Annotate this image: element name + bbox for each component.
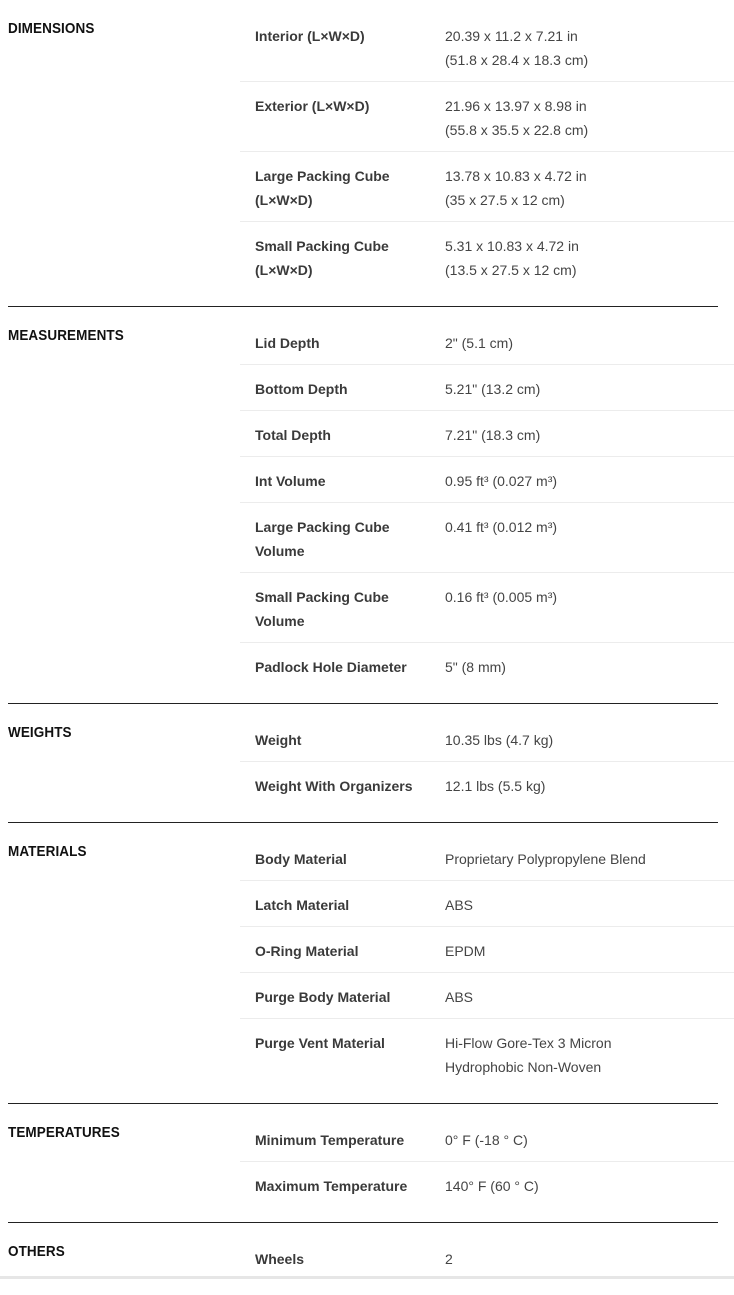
- spec-label-text: Large Packing Cube (L×W×D): [255, 168, 390, 208]
- spec-section-weights: [0, 704, 734, 807]
- spec-row: [240, 503, 734, 573]
- spec-value: [445, 774, 734, 798]
- spec-rows: [240, 307, 734, 688]
- section-spacer: [0, 807, 734, 822]
- spec-value-line: 13.78 x 10.83 x 4.72 in: [445, 168, 587, 184]
- spec-value-line: 21.96 x 13.97 x 8.98 in: [445, 98, 587, 114]
- spec-row: [240, 835, 734, 881]
- spec-section-dimensions: [0, 0, 734, 291]
- spec-value-line: 7.21" (18.3 cm): [445, 427, 541, 443]
- spec-rows: [240, 0, 734, 291]
- spec-value: [445, 377, 734, 401]
- spec-value-line: 2" (5.1 cm): [445, 335, 513, 351]
- spec-rows: [240, 704, 734, 807]
- section-title: MATERIALS: [8, 843, 87, 860]
- spec-value-line: 2: [445, 1251, 453, 1267]
- spec-value-line: 0° F (-18 ° C): [445, 1132, 528, 1148]
- spec-value: [445, 1128, 734, 1152]
- spec-label-text: Total Depth: [255, 427, 331, 443]
- spec-label: [240, 655, 445, 679]
- spec-label-text: Interior (L×W×D): [255, 28, 365, 44]
- spec-label: [240, 893, 445, 917]
- section-spacer: [0, 1088, 734, 1103]
- section-title: TEMPERATURES: [8, 1124, 120, 1141]
- spec-value-line: 0.41 ft³ (0.012 m³): [445, 519, 558, 535]
- spec-label-text: Purge Vent Material: [255, 1035, 385, 1051]
- spec-label-text: Exterior (L×W×D): [255, 98, 370, 114]
- spec-label: [240, 847, 445, 871]
- spec-value-line: EPDM: [445, 943, 486, 959]
- spec-section-others: [0, 1223, 734, 1280]
- spec-value-line: (51.8 x 28.4 x 18.3 cm): [445, 52, 589, 68]
- spec-value-line: Proprietary Polypropylene Blend: [445, 851, 646, 867]
- spec-row: [240, 1162, 734, 1207]
- spec-label-text: Body Material: [255, 851, 347, 867]
- spec-section-measurements: [0, 307, 734, 688]
- spec-value: [445, 939, 734, 963]
- spec-value: [445, 728, 734, 752]
- spec-row: [240, 152, 734, 222]
- spec-value-line: 10.35 lbs (4.7 kg): [445, 732, 554, 748]
- spec-label: [240, 1031, 445, 1079]
- spec-value-line: (55.8 x 35.5 x 22.8 cm): [445, 122, 589, 138]
- spec-label-text: Maximum Temperature: [255, 1178, 408, 1194]
- spec-value-line: ABS: [445, 989, 474, 1005]
- section-title: DIMENSIONS: [8, 20, 95, 37]
- spec-label-text: Small Packing Cube (L×W×D): [255, 238, 389, 278]
- spec-label-text: Small Packing Cube Volume: [255, 589, 389, 629]
- spec-value: [445, 1247, 734, 1271]
- spec-value-line: 5" (8 mm): [445, 659, 506, 675]
- section-title: OTHERS: [8, 1243, 65, 1260]
- spec-value-line: 20.39 x 11.2 x 7.21 in: [445, 28, 578, 44]
- spec-value: [445, 585, 734, 633]
- spec-label: [240, 423, 445, 447]
- spec-label: [240, 728, 445, 752]
- spec-row: [240, 1019, 734, 1088]
- spec-section-temperatures: [0, 1104, 734, 1207]
- spec-label: [240, 985, 445, 1009]
- spec-value-line: ABS: [445, 897, 474, 913]
- spec-row: [240, 222, 734, 291]
- spec-row: [240, 1116, 734, 1162]
- spec-label: [240, 939, 445, 963]
- spec-value: [445, 515, 734, 563]
- spec-value: [445, 469, 734, 493]
- spec-value-line: 12.1 lbs (5.5 kg): [445, 778, 546, 794]
- section-spacer: [0, 688, 734, 703]
- spec-value: [445, 94, 734, 142]
- spec-row: [240, 762, 734, 807]
- spec-label: [240, 774, 445, 798]
- spec-label: [240, 24, 445, 72]
- spec-row: [240, 881, 734, 927]
- spec-label-text: Minimum Temperature: [255, 1132, 405, 1148]
- spec-value: [445, 985, 734, 1009]
- section-spacer: [0, 1207, 734, 1222]
- spec-value-line: (35 x 27.5 x 12 cm): [445, 192, 565, 208]
- spec-value: [445, 24, 734, 72]
- spec-label: [240, 1128, 445, 1152]
- spec-row: [240, 716, 734, 762]
- spec-value: [445, 893, 734, 917]
- section-title: WEIGHTS: [8, 724, 72, 741]
- spec-value-line: 0.95 ft³ (0.027 m³): [445, 473, 558, 489]
- spec-row: [240, 573, 734, 643]
- spec-value: [445, 655, 734, 679]
- spec-label-text: Bottom Depth: [255, 381, 348, 397]
- spec-row: [240, 973, 734, 1019]
- spec-label: [240, 331, 445, 355]
- spec-label: [240, 1174, 445, 1198]
- spec-label-text: O-Ring Material: [255, 943, 359, 959]
- spec-label: [240, 234, 445, 282]
- spec-value: [445, 164, 734, 212]
- spec-value-line: 140° F (60 ° C): [445, 1178, 539, 1194]
- spec-row: [240, 365, 734, 411]
- spec-rows: [240, 1223, 734, 1280]
- spec-label: [240, 515, 445, 563]
- spec-value: [445, 234, 734, 282]
- spec-label: [240, 94, 445, 142]
- spec-label-text: Weight: [255, 732, 302, 748]
- spec-label-text: Int Volume: [255, 473, 326, 489]
- spec-label-text: Wheels: [255, 1251, 305, 1267]
- spec-label: [240, 377, 445, 401]
- section-spacer: [0, 291, 734, 306]
- spec-value: [445, 423, 734, 447]
- section-spacer: [0, 1280, 734, 1295]
- spec-value-line: 0.16 ft³ (0.005 m³): [445, 589, 558, 605]
- spec-label: [240, 469, 445, 493]
- spec-section-materials: [0, 823, 734, 1088]
- section-title: MEASUREMENTS: [8, 327, 124, 344]
- spec-value: [445, 847, 734, 871]
- spec-label: [240, 585, 445, 633]
- spec-label-text: Large Packing Cube Volume: [255, 519, 390, 559]
- spec-value: [445, 1174, 734, 1198]
- spec-label-text: Latch Material: [255, 897, 350, 913]
- spec-row: [240, 1235, 734, 1280]
- spec-row: [240, 927, 734, 973]
- spec-label-text: Padlock Hole Diameter: [255, 659, 407, 675]
- spec-value-line: Hi-Flow Gore-Tex 3 Micron: [445, 1035, 612, 1051]
- spec-row: [240, 457, 734, 503]
- spec-value-line: 5.31 x 10.83 x 4.72 in: [445, 238, 579, 254]
- spec-row: [240, 319, 734, 365]
- spec-label-text: Weight With Organizers: [255, 778, 413, 794]
- spec-label-text: Purge Body Material: [255, 989, 391, 1005]
- spec-rows: [240, 823, 734, 1088]
- spec-row: [240, 82, 734, 152]
- spec-value-line: (13.5 x 27.5 x 12 cm): [445, 262, 577, 278]
- spec-rows: [240, 1104, 734, 1207]
- spec-row: [240, 411, 734, 457]
- spec-row: [240, 12, 734, 82]
- spec-row: [240, 643, 734, 688]
- spec-value-line: Hydrophobic Non-Woven: [445, 1059, 602, 1075]
- spec-value: [445, 1031, 734, 1079]
- spec-label: [240, 1247, 445, 1271]
- spec-value-line: 5.21" (13.2 cm): [445, 381, 541, 397]
- spec-label: [240, 164, 445, 212]
- spec-label-text: Lid Depth: [255, 335, 320, 351]
- spec-value: [445, 331, 734, 355]
